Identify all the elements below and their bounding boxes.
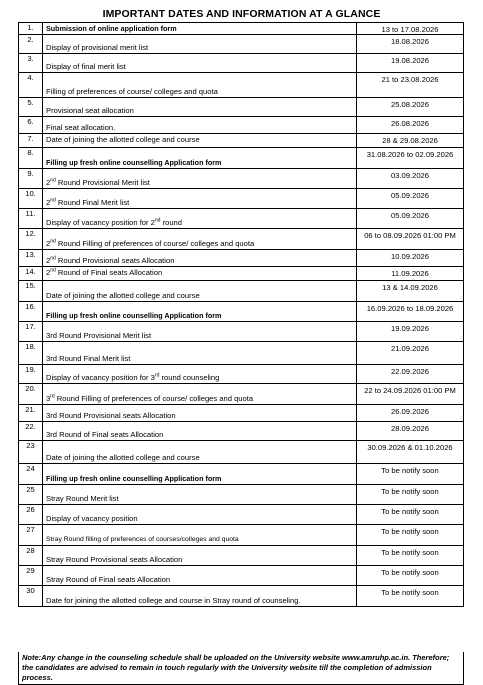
row-number: 26 [19,505,43,525]
table-row [19,98,464,117]
row-number: 24 [19,464,43,485]
date-cell: 31.08.2026 to 02.09.2026 [357,148,464,169]
event-text: 3rd Round Provisional seats Allocation [46,411,176,420]
row-number: 27 [19,525,43,546]
round-number: 2 [46,239,51,248]
row-number: 6. [19,117,43,134]
event-text-suffix: round counseling [159,373,220,382]
event-cell [43,322,357,342]
event-text: Display of vacancy position [46,514,138,523]
table-row [19,302,464,322]
event-cell [43,250,357,267]
round-number: 2 [46,178,51,187]
date-cell: 21.09.2026 [357,342,464,365]
event-cell [43,441,357,464]
event-cell [43,267,357,281]
event-cell [43,302,357,322]
row-number: 30 [19,586,43,607]
row-number: 16. [19,302,43,322]
date-cell: 05.09.2026 [357,189,464,209]
date-cell: 16.09.2026 to 18.09.2026 [357,302,464,322]
event-text: 3rd Round of Final seats Allocation [46,430,164,439]
schedule-note: Note:Any change in the counseling schedule shall be uploaded on the University website www.amruhp.ac.in. Therefore; the candidates are advised to remain in touch regularly with the University website till the completion of admission process. [18,652,464,685]
event-cell [43,189,357,209]
event-text: Round of Final seats Allocation [55,268,163,277]
row-number: 17. [19,322,43,342]
date-cell: 26.08.2026 [357,117,464,134]
ordinal-suffix: nd [50,197,56,204]
round-number: 2 [46,256,51,265]
ordinal-suffix: rd [50,393,55,400]
date-cell: 25.08.2026 [357,98,464,117]
date-cell: 13 to 17.08.2026 [357,23,464,35]
event-cell [43,35,357,54]
table-row [19,134,464,148]
table-row [19,464,464,485]
date-cell: To be notify soon [357,485,464,505]
row-number: 1. [19,23,43,35]
table-row [19,342,464,365]
event-text: Date for joining the allotted college and course in Stray round of counseling. [46,596,301,605]
event-cell [43,209,357,229]
table-row [19,23,464,35]
table-row [19,384,464,405]
event-cell [43,505,357,525]
event-text: Provisional seat allocation [46,106,134,115]
event-text: Stray Round Provisional seats Allocation [46,555,183,564]
date-cell: To be notify soon [357,586,464,607]
date-cell: 10.09.2026 [357,250,464,267]
event-text: Round Filling of preferences of course/ colleges and quota [55,239,255,248]
event-cell [43,586,357,607]
row-number: 23 [19,441,43,464]
event-cell [43,525,357,546]
round-number: 2 [46,268,51,277]
row-number: 8. [19,148,43,169]
date-cell: 05.09.2026 [357,209,464,229]
table-row [19,209,464,229]
row-number: 18. [19,342,43,365]
row-number: 12. [19,229,43,250]
date-cell: 30.09.2026 & 01.10.2026 [357,441,464,464]
event-text-suffix: round [160,218,183,227]
date-cell: To be notify soon [357,505,464,525]
date-cell: 21 to 23.08.2026 [357,73,464,98]
date-cell: 28.09.2026 [357,422,464,441]
event-cell [43,229,357,250]
event-text: Filling up fresh online counselling Application form [46,311,222,320]
event-text: Submission of online application form [46,24,177,33]
table-row [19,148,464,169]
table-row [19,229,464,250]
event-cell [43,384,357,405]
event-text: Date of joining the allotted college and course [46,453,200,462]
table-row [19,546,464,566]
table-row [19,505,464,525]
row-number: 13. [19,250,43,267]
table-row [19,422,464,441]
date-cell: To be notify soon [357,566,464,586]
event-cell [43,365,357,384]
table-row [19,586,464,607]
date-cell: To be notify soon [357,546,464,566]
event-text: Display of vacancy position for 3 [46,373,155,382]
event-text: Date of joining the allotted college and course [46,291,200,300]
event-text: Filling up fresh online counselling Application form [46,474,222,483]
page-title: IMPORTANT DATES AND INFORMATION AT A GLANCE [102,8,381,20]
table-row [19,35,464,54]
event-cell [43,148,357,169]
round-number: 2 [46,198,51,207]
ordinal-suffix: nd [154,217,161,224]
row-number: 7. [19,134,43,148]
table-row [19,250,464,267]
event-cell [43,281,357,302]
table-row [19,267,464,281]
date-cell: 18.08.2026 [357,35,464,54]
table-row [19,73,464,98]
event-cell [43,566,357,586]
table-row [19,441,464,464]
table-row [19,322,464,342]
date-cell: 19.08.2026 [357,54,464,73]
event-cell [43,73,357,98]
row-number: 29 [19,566,43,586]
event-text: Display of provisional merit list [46,43,149,52]
ordinal-suffix: nd [50,255,56,262]
date-cell: 28 & 29.08.2026 [357,134,464,148]
round-number: 3 [46,394,51,403]
event-cell [43,134,357,148]
event-text: Date of joining the allotted college and course [46,135,200,144]
event-cell [43,464,357,485]
event-text: 3rd Round Provisional Merit list [46,331,152,340]
table-row [19,117,464,134]
event-text: Final seat allocation. [46,123,116,132]
event-text: Display of vacancy position for 2 [46,218,155,227]
event-cell [43,485,357,505]
table-row [19,281,464,302]
table-row [19,54,464,73]
date-cell: 19.09.2026 [357,322,464,342]
ordinal-suffix: rd [154,372,160,379]
ordinal-suffix: nd [50,238,56,245]
row-number: 25 [19,485,43,505]
event-text: Filling up fresh online counselling Application form [46,158,222,167]
row-number: 4. [19,73,43,98]
event-cell [43,169,357,189]
row-number: 9. [19,169,43,189]
event-text: Filling of preferences of course/ colleges and quota [46,87,218,96]
row-number: 22. [19,422,43,441]
table-row [19,525,464,546]
row-number: 21. [19,405,43,422]
row-number: 15. [19,281,43,302]
date-cell: 22 to 24.09.2026 01:00 PM [357,384,464,405]
event-cell [43,117,357,134]
ordinal-suffix: nd [50,267,56,274]
date-cell: 06 to 08.09.2026 01:00 PM [357,229,464,250]
date-cell: 26.09.2026 [357,405,464,422]
table-row [19,365,464,384]
row-number: 5. [19,98,43,117]
schedule-table [18,22,464,607]
ordinal-suffix: nd [50,177,56,184]
table-row [19,566,464,586]
row-number: 2. [19,35,43,54]
event-text: Stray Round filling of preferences of courses/colleges and quota [46,536,239,543]
event-text: Round Provisional seats Allocation [55,256,175,265]
event-text: Round Filling of preferences of course/ colleges and quota [54,394,254,403]
date-cell: To be notify soon [357,525,464,546]
table-row [19,169,464,189]
date-cell: To be notify soon [357,464,464,485]
table-row [19,405,464,422]
row-number: 14. [19,267,43,281]
row-number: 20. [19,384,43,405]
event-cell [43,422,357,441]
table-row [19,485,464,505]
event-text: Round Provisional Merit list [55,178,150,187]
row-number: 19. [19,365,43,384]
event-text: Stray Round Merit list [46,494,119,503]
event-text: 3rd Round Final Merit list [46,354,131,363]
table-row [19,189,464,209]
date-cell: 03.09.2026 [357,169,464,189]
event-cell [43,405,357,422]
row-number: 3. [19,54,43,73]
date-cell: 13 & 14.09.2026 [357,281,464,302]
event-cell [43,54,357,73]
row-number: 11. [19,209,43,229]
event-cell [43,98,357,117]
row-number: 28 [19,546,43,566]
event-text: Display of final merit list [46,62,126,71]
date-cell: 22.09.2026 [357,365,464,384]
event-text: Stray Round of Final seats Allocation [46,575,171,584]
event-text: Round Final Merit list [55,198,130,207]
event-cell [43,342,357,365]
date-cell: 11.09.2026 [357,267,464,281]
event-cell [43,546,357,566]
event-cell [43,23,357,35]
row-number: 10. [19,189,43,209]
